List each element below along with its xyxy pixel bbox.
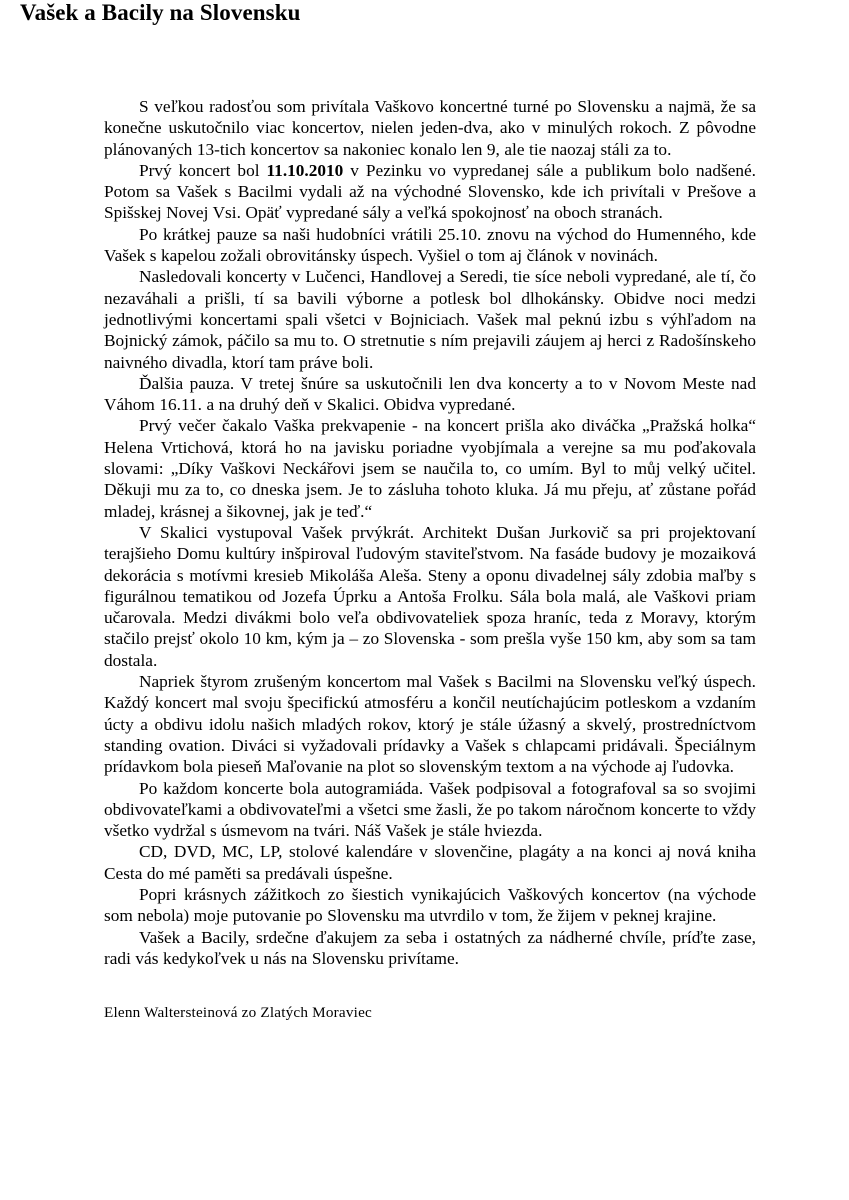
paragraph-11: Popri krásnych zážitkoch zo šiestich vynikajúcich Vaškových koncertov (na východe som nebola) moje putovanie po Slovensku ma utvrdilo v tom, že žijem v peknej krajine. [104,884,756,926]
paragraph-4: Nasledovali koncerty v Lučenci, Handlovej a Seredi, tie síce neboli vypredané, ale tí, čo nezaváhali a prišli, tí sa bavili výborne a potlesk bol dlhokánsky. Obidve noci medzi jednotlivými koncertami spali všetci v Bojniciach. Vašek mal peknú izbu s výhľadom na Bojnický zámok, páčilo sa mu to. O stretnutie s ním prejavili záujem aj herci z Radošínskeho naivného divadla, ktorí tam práve boli. [104,267,756,372]
page-title: Vašek a Bacily na Slovensku [20,0,301,25]
paragraph-2-part-3: v Pezinku vo vypredanej sále a publikum bolo nadšené. Potom sa Vašek s Bacilmi vydali až na východné Slovensko, kde ich privítali v Prešove a Spišskej Novej Vsi. Opäť vypredané sály a veľká spokojnosť na oboch stranách. [104,160,756,223]
paragraph-9: Po každom koncerte bola autogramiáda. Vašek podpisoval a fotografoval sa so svojimi obdivovateľkami a obdivovateľmi a všetci sme žasli, že po takom náročnom koncerte to vždy všetko vydržal s úsmevom na tvári. Náš Vašek je stále hviezda. [104,778,756,841]
author-signature: Elenn Waltersteinová zo Zlatých Moraviec [104,1004,372,1021]
concert-date-bold: 11.10.2010 [266,160,344,180]
paragraph-8: Napriek štyrom zrušeným koncertom mal Vašek s Bacilmi na Slovensku veľký úspech. Každý koncert mal svoju špecifickú atmosféru a končil neutíchajúcim potleskom a vzdaním úcty a obdivu idolu našich mladých rokov, ktorý je stále úžasný a skvelý, prostredníctvom standing ovation. Diváci si vyžadovali prídavky a Vašek s chlapcami pridávali. Špeciálnym prídavkom bola pieseň Maľovanie na plot so slovenským textom a na východe aj ľudovka. [104,672,756,777]
paragraph-3: Po krátkej pauze sa naši hudobníci vrátili 25.10. znovu na východ do Humenného, kde Vašek s kapelou zožali obrovitánsky úspech. Vyšiel o tom aj článok v novinách. [104,224,756,266]
article-text [104,96,756,969]
paragraph-2-part-1: Prvý koncert bol [139,160,267,180]
paragraph-12: Vašek a Bacily, srdečne ďakujem za seba i ostatných za nádherné chvíle, príďte zase, radi vás kedykoľvek u nás na Slovensku privítame. [104,927,756,968]
paragraph-1: S veľkou radosťou som privítala Vaškovo koncertné turné po Slovensku a najmä, že sa konečne uskutočnilo viac koncertov, nielen jeden-dva, ako v minulých rokoch. Z pôvodne plánovaných 13-tich koncertov sa nakoniec konalo len 9, ale tie naozaj stáli za to. [104,97,756,159]
paragraph-2 [104,160,756,224]
document-body [104,96,756,969]
paragraph-6: Prvý večer čakalo Vaška prekvapenie - na koncert prišla ako diváčka „Pražská holka“ Helena Vrtichová, ktorá ho na javisku poriadne vyobjímala a verejne sa mu poďakovala slovami: „Díky Vaškovi Neckářovi jsem se naučila to, co umím. Byl to můj velký učitel. Děkuji mu za to, co dneska jsem. Je to zásluha tohoto kluka. Já mu přeju, ať zůstane pořád mladej, krásnej a šikovnej, jak je teď.“ [104,416,756,521]
paragraph-7: V Skalici vystupoval Vašek prvýkrát. Architekt Dušan Jurkovič sa pri projektovaní terajšieho Domu kultúry inšpiroval ľudovým staviteľstvom. Na fasáde budovy je mozaiková dekorácia s motívmi kresieb Mikoláša Aleša. Steny a oponu divadelnej sály zdobia maľby s figurálnou tematikou od Jozefa Úprku a Antoša Frolku. Sála bola malá, ale Vaškovi priam učarovala. Medzi divákmi bolo veľa obdivovateliek spoza hraníc, teda z Moravy, ktorým stačilo prejsť okolo 10 km, kým ja – zo Slovenska - som prešla vyše 150 km, aby som sa tam dostala. [104,522,756,670]
paragraph-10: CD, DVD, MC, LP, stolové kalendáre v slovenčine, plagáty a na konci aj nová kniha Cesta do mé paměti sa predávali úspešne. [104,842,756,883]
paragraph-5: Ďalšia pauza. V tretej šnúre sa uskutočnili len dva koncerty a to v Novom Meste nad Váhom 16.11. a na druhý deň v Skalici. Obidva vypredané. [104,373,756,415]
